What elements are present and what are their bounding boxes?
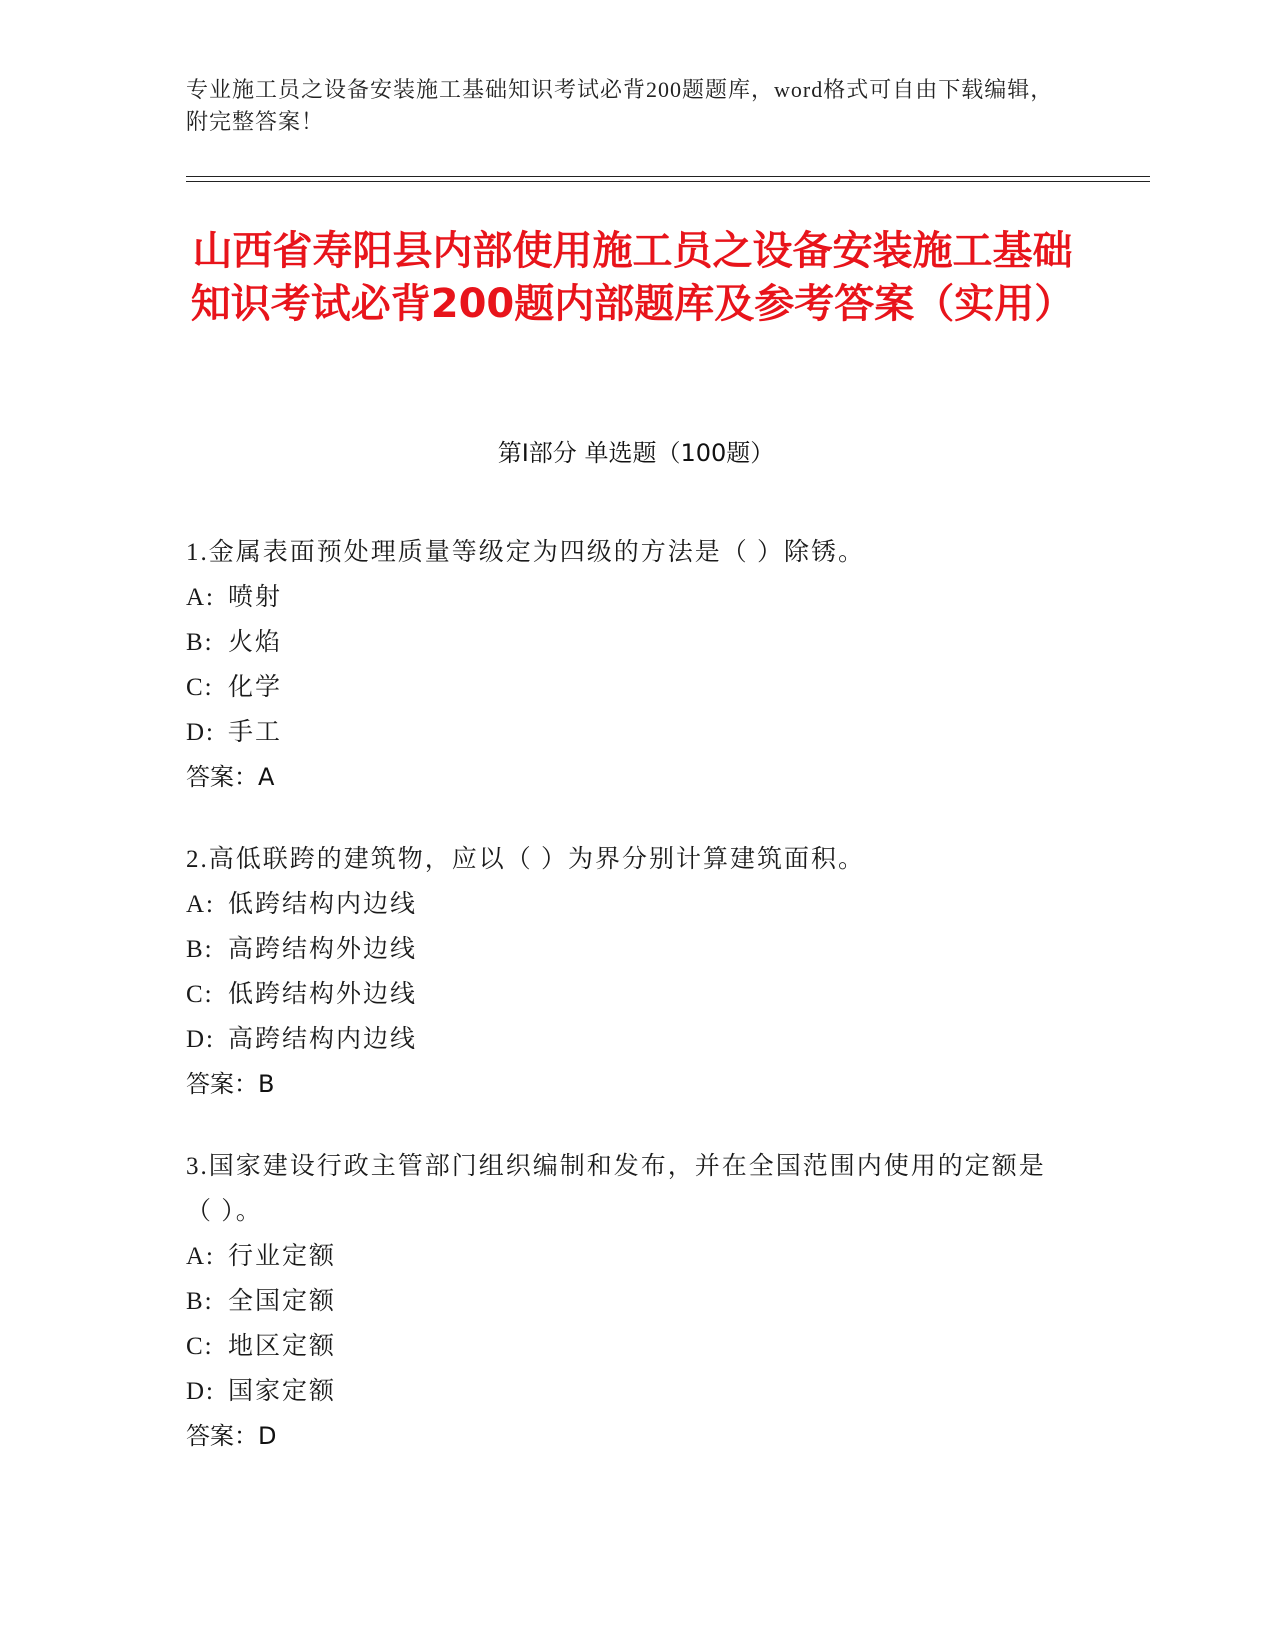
option-key: C: (186, 674, 214, 701)
option-text: 低跨结构内边线 (228, 891, 418, 918)
header-divider-bottom (186, 181, 1150, 182)
option-key: A: (186, 891, 215, 918)
option-a (186, 575, 1066, 620)
option-text: 低跨结构外边线 (228, 981, 418, 1008)
option-b (186, 927, 1066, 972)
option-a (186, 1234, 1066, 1279)
option-d (186, 1369, 1066, 1414)
answer-line: 答案：D (186, 1422, 277, 1450)
option-text: 行业定额 (228, 1243, 337, 1270)
option-text: 高跨结构外边线 (228, 936, 418, 963)
option-key: A: (186, 1243, 215, 1270)
option-c (186, 972, 1066, 1017)
option-key: C: (186, 1333, 214, 1360)
option-key: A: (186, 584, 215, 611)
option-key: C: (186, 981, 214, 1008)
option-d (186, 1017, 1066, 1062)
option-c (186, 1324, 1066, 1369)
option-d (186, 710, 1066, 755)
option-text: 地区定额 (228, 1333, 337, 1360)
question-stem: 2.高低联跨的建筑物，应以（ ）为界分别计算建筑面积。 (186, 846, 866, 873)
option-b (186, 1279, 1066, 1324)
option-text: 火焰 (228, 629, 283, 656)
option-key: D: (186, 1026, 215, 1053)
option-key: D: (186, 719, 215, 746)
option-b (186, 620, 1066, 665)
option-text: 全国定额 (228, 1288, 337, 1315)
option-text: 高跨结构内边线 (228, 1026, 418, 1053)
option-text: 喷射 (228, 584, 283, 611)
option-a (186, 882, 1066, 927)
question-stem: 3.国家建设行政主管部门组织编制和发布，并在全国范围内使用的定额是（ ）。 (186, 1153, 1046, 1225)
option-text: 国家定额 (228, 1378, 337, 1405)
header-note: 专业施工员之设备安装施工基础知识考试必背200题题库，word格式可自由下载编辑，附完整答案！ (186, 77, 1054, 134)
option-key: B: (186, 1288, 214, 1315)
option-c (186, 665, 1066, 710)
option-key: B: (186, 629, 214, 656)
question-3 (186, 1144, 1066, 1459)
question-2 (186, 837, 1066, 1107)
question-list (186, 530, 1066, 1496)
section-heading: 第I部分 单选题（100题） (497, 439, 775, 467)
option-key: B: (186, 936, 214, 963)
question-stem: 1.金属表面预处理质量等级定为四级的方法是（ ）除锈。 (186, 539, 866, 566)
answer-line: 答案：B (186, 1070, 275, 1098)
option-text: 化学 (228, 674, 283, 701)
document-title: 山西省寿阳县内部使用施工员之设备安装施工基础知识考试必背200题内部题库及参考答案（实用） (190, 228, 1075, 327)
option-key: D: (186, 1378, 215, 1405)
option-text: 手工 (228, 719, 283, 746)
answer-line: 答案：A (186, 763, 275, 791)
question-1 (186, 530, 1066, 800)
header-divider-top (186, 176, 1150, 177)
